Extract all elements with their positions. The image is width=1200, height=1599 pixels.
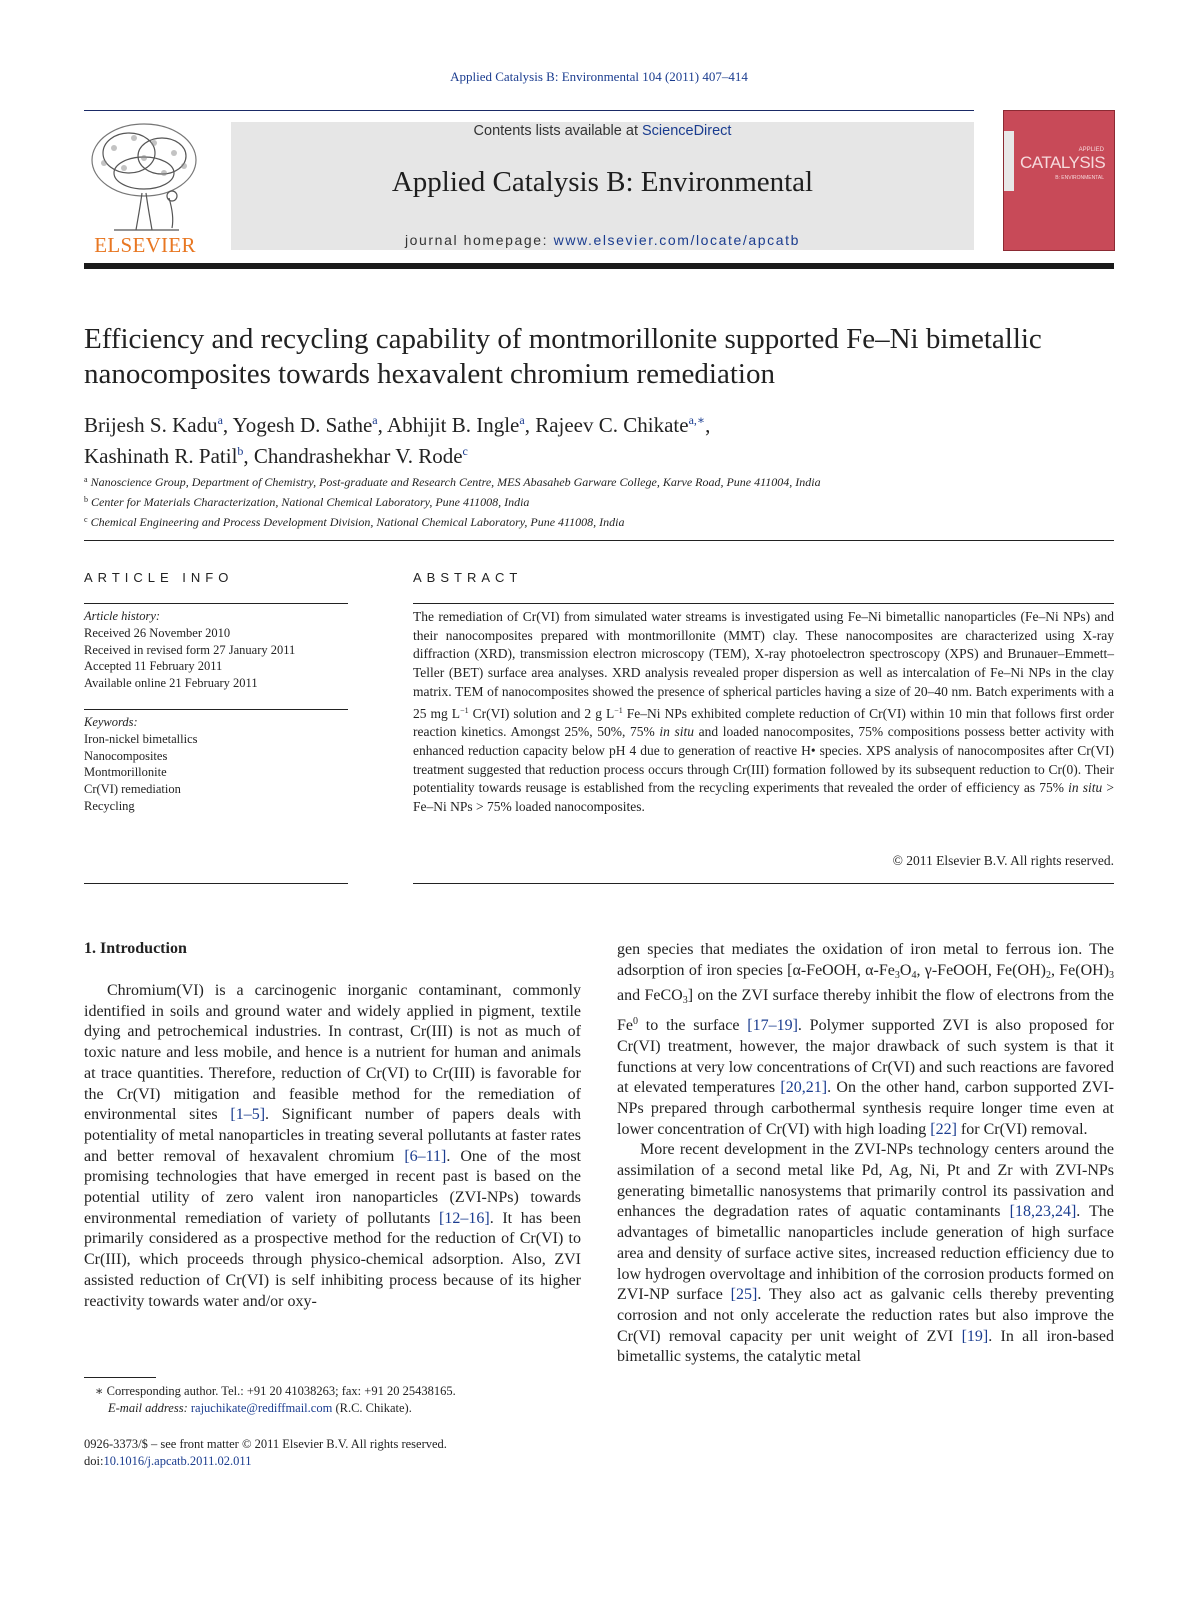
cover-subtitle: B: ENVIRONMENTAL [1055, 175, 1104, 181]
footnote-rule [84, 1377, 156, 1378]
intro-paragraph: gen species that mediates the oxidation of iron metal to ferrous ion. The adsorption of iron species [α-FeOOH, $\alpha-Fe_3O_4$, γ-FeOOH, $Fe(OH)_2$, $Fe(OH)_3$ and FeCO$_3$] on the ZVI surface thereby inhibit the flow of electrons from the Fe$^0$ to the surface [17–19]. Polymer supported ZVI is also proposed for Cr(VI) treatment, however, the major drawback of such system is that it functions at very low concentrations of Cr(VI) and such reactions are favored at elevated temperatures [20,21]. On the other hand, carbon supported ZVI-NPs prepared through carbothermal synthesis require longer time even at lower concentration of Cr(VI) with high loading [22] for Cr(VI) removal. [617, 941, 1115, 1138]
affiliation-text: Center for Materials Characterization, National Chemical Laboratory, Pune 411008, India [91, 495, 530, 509]
citation-link[interactable]: [25] [730, 1286, 758, 1304]
author-line-1: Brijesh S. Kadu$^a$, Yogesh D. Sathe$^a$, Abhijit B. Ingle$^a$, Rajeev C. Chikate$^{a,∗}$, [84, 413, 711, 437]
citation-link[interactable]: [6–11] [404, 1147, 447, 1165]
citation-link[interactable]: [1–5] [230, 1106, 266, 1124]
history-rule [84, 709, 348, 710]
issn-line: 0926-3373/$ – see front matter © 2011 Elsevier B.V. All rights reserved. [84, 1437, 447, 1451]
email-link[interactable]: rajuchikate@rediffmail.com [190, 1400, 333, 1415]
abstract-copyright: © 2011 Elsevier B.V. All rights reserved. [892, 853, 1114, 868]
author-affil-mark[interactable]: c [462, 444, 468, 458]
affiliations [84, 471, 1114, 531]
affiliation-text: Nanoscience Group, Department of Chemistry, Post-graduate and Research Centre, MES Abasaheb Garware College, Karve Road, Pune 411004, India [90, 475, 821, 489]
author-line-2: Kashinath R. Patil$^b$, Chandrashekhar V. Rode$^c$ [84, 444, 468, 468]
cover-top-text: APPLIED [1078, 147, 1104, 153]
title-line-2: nanocomposites towards hexavalent chromium remediation [84, 358, 775, 390]
citation-link[interactable]: [12–16] [439, 1209, 490, 1227]
intro-column-left [84, 981, 581, 1312]
keyword-item: Cr(VI) remediation [84, 782, 181, 797]
journal-masthead [231, 122, 974, 250]
keywords [84, 714, 348, 815]
article-title [84, 322, 1124, 392]
citation-link[interactable]: [18,23,24] [1009, 1203, 1077, 1221]
keyword-item: Montmorillonite [84, 765, 167, 780]
author-name: Brijesh S. Kadu [84, 413, 218, 437]
intro-column-right [617, 940, 1114, 1368]
section-heading-introduction: 1. Introduction [84, 940, 187, 957]
history-label: Article history: [84, 609, 161, 623]
title-line-1: Efficiency and recycling capability of montmorillonite supported Fe–Ni bimetallic [84, 323, 1042, 355]
citation-link[interactable]: [17–19] [747, 1017, 798, 1035]
journal-cover-thumbnail[interactable] [1003, 110, 1115, 251]
abstract-bottom-rule [413, 883, 1114, 884]
affiliation-mark: c [84, 515, 88, 524]
keywords-label: Keywords: [84, 715, 138, 729]
homepage-line [231, 232, 974, 248]
affiliation-item [84, 471, 1114, 491]
history-item: Received 26 November 2010 [84, 625, 231, 640]
author-affil-mark[interactable]: a,∗ [688, 413, 706, 427]
affiliation-item [84, 491, 1114, 511]
history-item: Accepted 11 February 2011 [84, 659, 223, 674]
contents-prefix: Contents lists available at [473, 123, 642, 139]
journal-name: Applied Catalysis B: Environmental [391, 166, 814, 198]
abstract-body: The remediation of Cr(VI) from simulated water streams is investigated using Fe–Ni bimetallic nanoparticles (Fe–Ni NPs) and their nanocomposites prepared with montmorillonite (MMT) clay. These nanocomposites are characterized using X-ray diffraction (XRD), transmission electron microscopy (TEM), X-ray photoelectron spectroscopy (XPS) and Brunauer–Emmett–Teller (BET) surface area analyses. XRD analysis revealed proper dispersion as well as intercalation of Fe–Ni NPs in the clay matrix. TEM of nanocomposites showed the presence of spherical particles having a size of 20–40 nm. Batch experiments with a 25 mg $L^{-1}$ Cr(VI) solution and 2 g $L^{-1}$ Fe–Ni NPs exhibited complete reduction of Cr(VI) within 10 min that follows first order reaction kinetics. Amongst 25%, 50%, 75% in situ and loaded nanocomposites, 75% compositions possess better activity with enhanced reduction capacity below pH 4 due to generation of reactive H• species. XPS analysis of nanocomposites after Cr(VI) treatment suggested that reduction process occurs through Cr(III) formation followed by its subsequent reduction to Cr(0). Their potentiality towards reusage is established from the recycling experiments that revealed the order of efficiency as 75% in situ > Fe–Ni NPs > 75% loaded nanocomposites. [413, 609, 1115, 815]
author-name: Yogesh D. Sathe [232, 413, 373, 437]
author-affil-mark[interactable]: a [519, 413, 525, 427]
affiliation-text: Chemical Engineering and Process Development Division, National Chemical Laboratory, Pune 411008, India [90, 515, 625, 529]
history-item: Available online 21 February 2011 [84, 676, 258, 691]
author-affil-mark[interactable]: b [237, 444, 244, 458]
keyword-item: Recycling [84, 798, 135, 813]
email-label: E-mail address: [108, 1400, 188, 1415]
author-name: Rajeev C. Chikate [535, 413, 689, 437]
article-info-bottom-rule [84, 883, 348, 884]
affiliation-item [84, 511, 1114, 531]
abstract-heading: ABSTRACT [413, 570, 523, 585]
citation-link[interactable]: [20,21] [780, 1079, 828, 1097]
header-rule [84, 110, 974, 111]
email-suffix: (R.C. Chikate). [332, 1400, 412, 1415]
doi-prefix: doi: [84, 1453, 104, 1468]
author-name: Chandrashekhar V. Rode [253, 444, 463, 468]
citation-link[interactable]: [22] [930, 1120, 957, 1138]
author-affil-mark[interactable]: a [372, 413, 378, 427]
doi-link[interactable]: 10.1016/j.apcatb.2011.02.011 [103, 1453, 252, 1468]
author-affil-mark[interactable]: a [217, 413, 223, 427]
author-list [84, 407, 1114, 469]
article-history [84, 608, 348, 692]
history-item: Received in revised form 27 January 2011 [84, 642, 296, 657]
intro-paragraph: More recent development in the ZVI-NPs technology centers around the assimilation of a second metal like Pd, Ag, Ni, Pt and Zr with ZVI-NPs generating bimetallic nanosystems that primarily control its passivation and enhances the degradation rates of aquatic contaminants [18,23,24]. The advantages of bimetallic nanoparticles include generation of high surface area and density of surface active sites, increased reduction efficiency due to low hydrogen overvoltage and inhibition of the corrosion products formed on ZVI-NP surface [25]. They also act as galvanic cells thereby preventing corrosion and not only accelerate the reduction rates but also improve the Cr(VI) removal capacity per unit weight of ZVI [19]. In all iron-based bimetallic systems, the catalytic metal [617, 1141, 1115, 1366]
affiliation-rule [84, 540, 1114, 541]
corresponding-line: ∗ Corresponding author. Tel.: +91 20 41038263; fax: +91 20 25438165. [95, 1384, 456, 1398]
homepage-prefix: journal homepage: [404, 232, 554, 248]
front-matter-footnote [84, 1436, 584, 1470]
sciencedirect-link[interactable]: ScienceDirect [642, 123, 732, 139]
affiliation-mark: b [84, 495, 88, 504]
contents-line [231, 122, 974, 140]
homepage-link[interactable]: www.elsevier.com/locate/apcatb [553, 232, 801, 248]
affiliation-mark: a [84, 475, 88, 484]
article-info-heading: ARTICLE INFO [84, 570, 234, 585]
corresponding-author-footnote [84, 1383, 584, 1417]
author-name: Kashinath R. Patil [84, 444, 238, 468]
running-head[interactable]: Applied Catalysis B: Environmental 104 (2011) 407–414 [450, 69, 748, 84]
intro-paragraph: Chromium(VI) is a carcinogenic inorganic contaminant, commonly identified in soils and ground water and widely applied in pigment, textile dying and petrochemical industries. In contrast, Cr(III) is not as much of toxic nature and less mobile, and hence is a nutrient for human and animals at trace quantities. Therefore, reduction of Cr(VI) to Cr(III) is favorable for the Cr(VI) mitigation and feasible method for the remediation of environmental sites [1–5]. Significant number of papers deals with potentiality of metal nanoparticles in treating several pollutants at faster rates and better removal of hexavalent chromium [6–11]. One of the most promising technologies that have emerged in recent past is based on the potential utility of zero valent iron nanoparticles (ZVI-NPs) towards environmental remediation of variety of pollutants [12–16]. It has been primarily considered as a prospective method for the reduction of Cr(VI) to Cr(III), which proceeds through physico-chemical adsorption. Also, ZVI assisted reduction of Cr(VI) is self inhibiting process because of its higher reactivity towards water and/or oxy- [84, 982, 581, 1310]
keyword-item: Nanocomposites [84, 748, 168, 763]
cover-title: CATALYSIS [1020, 153, 1106, 172]
citation-link[interactable]: [19] [961, 1327, 989, 1345]
doi-line [84, 1453, 584, 1470]
keyword-item: Iron-nickel bimetallics [84, 731, 198, 746]
elsevier-wordmark[interactable]: ELSEVIER [94, 233, 196, 257]
article-info-rule [84, 603, 348, 604]
abstract-rule [413, 603, 1114, 604]
cover-strip [1004, 131, 1014, 191]
author-name: Abhijit B. Ingle [386, 413, 520, 437]
masthead-thick-rule [84, 263, 1114, 269]
email-line [84, 1400, 584, 1417]
